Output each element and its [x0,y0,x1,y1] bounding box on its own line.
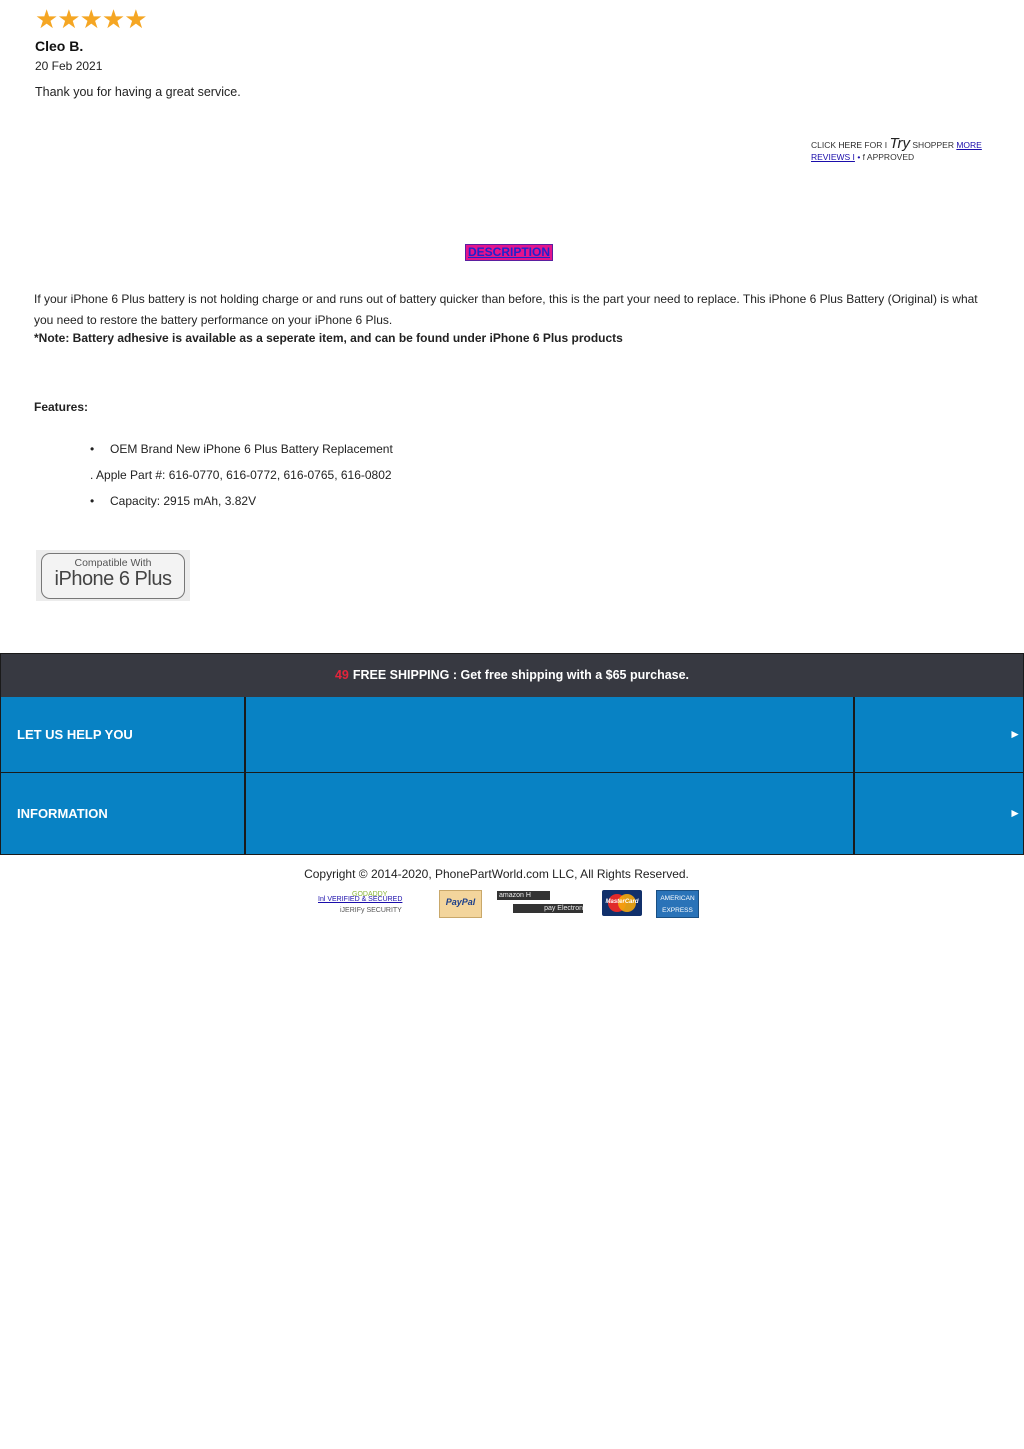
expand-arrow-icon[interactable]: ► [1009,806,1021,820]
verified-secured-text: Inl VERIFIED & SECURED [318,896,403,903]
reviewer-name: Cleo B. [35,38,84,54]
rating-stars: ★★★★★ [35,4,147,34]
shopper-click-text: CLICK [811,140,837,150]
amazon-logo: amazon H [497,891,550,900]
shopper-here-text: HERE [838,140,863,150]
ebay-logo: pay Electron [513,904,583,913]
shopper-approved-widget [811,135,991,163]
footer-row-information[interactable] [0,773,1024,855]
footer-row-help[interactable] [0,697,1024,773]
shopper-for-text: FOR I [864,140,888,150]
description-heading: DESCRIPTION [465,244,553,261]
review-date: 20 Feb 2021 [35,59,103,73]
description-body: If your iPhone 6 Plus battery is not holding charge or and runs out of battery quicker than before, this is the part your need to replace. This iPhone 6 Plus Battery (Original) is what you need to restore the battery performance on your iPhone 6 Plus. [34,292,978,327]
free-shipping-bar [0,653,1024,698]
features-heading: Features: [34,400,89,414]
feature-bullet: • [90,442,95,456]
compatible-device: iPhone 6 Plus [54,568,172,590]
feature-item [90,494,256,508]
mastercard-logo [602,890,642,916]
review-comment: Thank you for having a great service. [35,85,241,99]
reviews-link-text: REVIEWS I [811,152,855,162]
shopper-approved-text: f APPROVED [862,152,915,162]
paypal-logo [439,890,482,918]
footer-row-label: LET US HELP YOU [17,727,133,742]
amex-line2: EXPRESS [662,907,693,914]
feature-text: Apple Part #: 616-0770, 616-0772, 616-0765, 616-0802 [96,468,392,482]
feature-bullet: • [90,494,95,508]
more-link-text: MORE [956,140,982,150]
compatible-with-badge [36,550,190,601]
verify-security-text: iJERIFy SECURITY [340,907,402,914]
godaddy-logo-text: GODADDY [352,891,388,898]
footer-cell [246,773,855,854]
footer-row-label: INFORMATION [17,806,108,821]
footer-cell [246,697,855,772]
compatible-badge-frame [41,553,185,599]
paypal-text: PayPal [445,897,476,907]
mastercard-text: MasterCard [605,899,639,905]
amex-line1: AMERICAN [660,895,695,902]
feature-item [90,468,392,482]
shopper-dot: • [857,152,861,162]
american-express-logo [656,890,699,918]
shipping-number: 49 [334,668,349,682]
feature-text: Capacity: 2915 mAh, 3.82V [110,494,257,508]
feature-item [90,442,393,456]
shipping-text: FREE SHIPPING : Get free shipping with a $65 purchase. [352,668,690,682]
copyright-text: Copyright © 2014-2020, PhonePartWorld.com LLC, All Rights Reserved. [304,867,689,881]
shopper-label: SHOPPER [912,140,954,150]
description-note: *Note: Battery adhesive is available as a seperate item, and can be found under iPhone 6 Plus products [34,331,623,345]
compatible-label: Compatible With [74,557,152,569]
feature-text: OEM Brand New iPhone 6 Plus Battery Replacement [110,442,393,456]
expand-arrow-icon[interactable]: ► [1009,727,1021,741]
feature-bullet: . [90,468,94,482]
godaddy-verified-badge[interactable] [316,891,408,919]
shopper-try-text: Try [889,135,911,152]
